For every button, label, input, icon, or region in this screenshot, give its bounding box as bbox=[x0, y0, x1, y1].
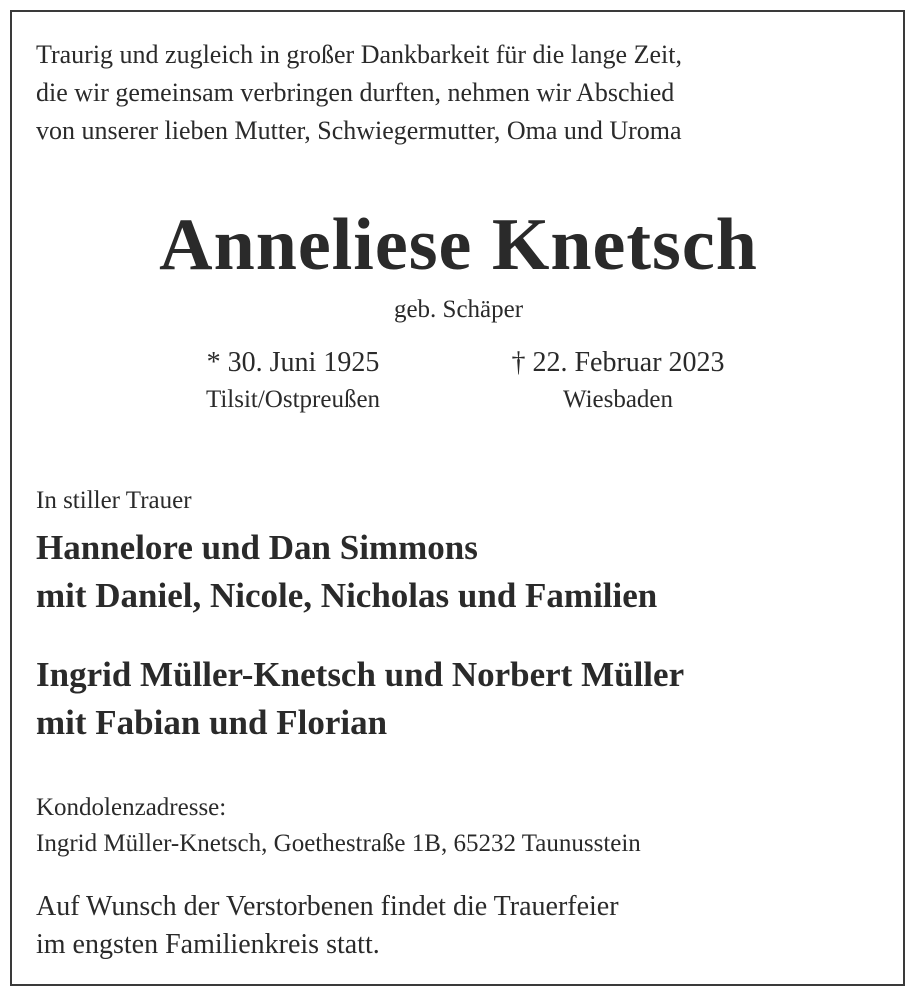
birth-place: Tilsit/Ostpreußen bbox=[205, 386, 381, 413]
funeral-note-line-2: im engsten Familienkreis statt. bbox=[36, 929, 380, 960]
death-date: † 22. Februar 2023 bbox=[511, 347, 725, 378]
condolence-label: Kondolenzadresse: bbox=[36, 794, 227, 821]
death-place: Wiesbaden bbox=[562, 386, 674, 413]
mourner-group-1-line-1: Hannelore und Dan Simmons bbox=[36, 528, 478, 567]
funeral-note bbox=[36, 888, 619, 964]
mourner-group-1-line-2: mit Daniel, Nicole, Nicholas und Familien bbox=[36, 576, 658, 615]
condolence-block bbox=[36, 790, 641, 862]
mourning-label: In stiller Trauer bbox=[36, 487, 192, 514]
mourner-group-2 bbox=[36, 651, 896, 747]
intro-line-3: von unserer lieben Mutter, Schwiegermutter, Oma und Uroma bbox=[36, 116, 682, 145]
intro-line-2: die wir gemeinsam verbringen durften, nehmen wir Abschied bbox=[36, 78, 675, 107]
birth-block bbox=[148, 344, 438, 418]
intro-text bbox=[36, 36, 886, 150]
maiden-name: geb. Schäper bbox=[393, 296, 524, 323]
mourner-group-2-line-2: mit Fabian und Florian bbox=[36, 703, 388, 742]
mourner-group-1 bbox=[36, 524, 896, 620]
intro-line-1: Traurig und zugleich in großer Dankbarkeit für die lange Zeit, bbox=[36, 40, 682, 69]
funeral-note-line-1: Auf Wunsch der Verstorbenen findet die Trauerfeier bbox=[36, 891, 619, 922]
deceased-name: Anneliese Knetsch bbox=[159, 204, 758, 286]
mourner-group-2-line-1: Ingrid Müller-Knetsch und Norbert Müller bbox=[36, 655, 685, 694]
condolence-address: Ingrid Müller-Knetsch, Goethestraße 1B, 65232 Taunusstein bbox=[36, 830, 641, 857]
death-block bbox=[468, 344, 768, 418]
birth-date: * 30. Juni 1925 bbox=[206, 347, 380, 378]
